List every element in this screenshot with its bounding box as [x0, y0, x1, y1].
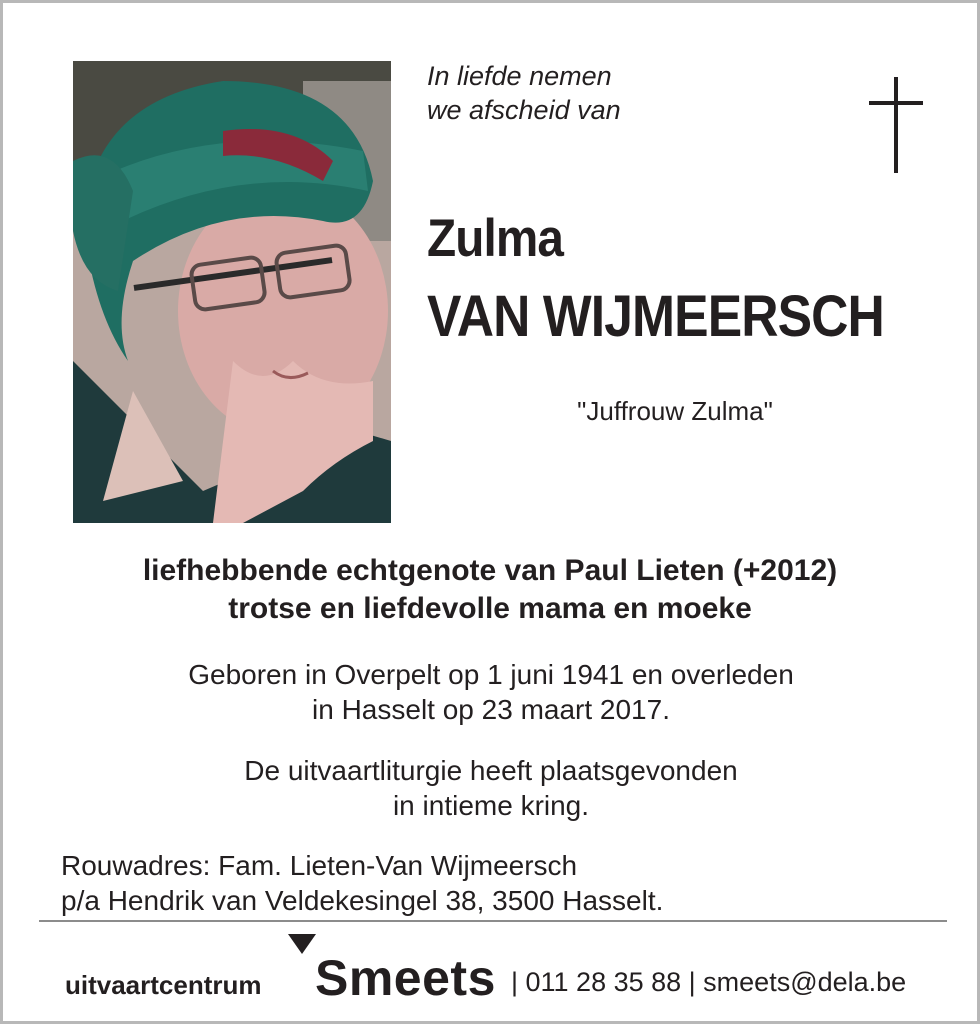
address-line-1: Rouwadres: Fam. Lieten-Van Wijmeersch [61, 850, 578, 881]
funeral-line-2: in intieme kring. [392, 790, 590, 821]
triangle-marker-icon [288, 934, 316, 954]
funeral-home-logo: Smeets [315, 950, 496, 1006]
footer-prefix: uitvaartcentrum [65, 970, 262, 1000]
address-line-2: p/a Hendrik van Veldekesingel 38, 3500 Hasselt. [61, 885, 664, 916]
cross-icon [869, 77, 923, 173]
relations-line-1: liefhebbende echtgenote van Paul Lieten (+2012) [142, 554, 838, 587]
birth-death-line-1: Geboren in Overpelt op 1 juni 1941 en overleden [188, 659, 794, 690]
funeral-text [3, 753, 979, 823]
intro-line-1: In liefde nemen [427, 61, 612, 91]
deceased-first-name: Zulma [427, 209, 563, 268]
mourning-address [61, 848, 663, 918]
intro-text [427, 59, 621, 127]
birth-death-text [3, 657, 979, 727]
portrait-illustration [73, 61, 391, 523]
birth-death-line-2: in Hasselt op 23 maart 2017. [312, 694, 670, 725]
footer-contact: | 011 28 35 88 | smeets@dela.be [511, 967, 907, 997]
portrait-photo [73, 61, 391, 523]
intro-line-2: we afscheid van [427, 95, 621, 125]
relations-text [3, 552, 977, 628]
footer-divider [39, 920, 947, 922]
funeral-line-1: De uitvaartliturgie heeft plaatsgevonden [244, 755, 738, 786]
deceased-last-name: VAN WIJMEERSCH [427, 284, 884, 349]
relations-line-2: trotse en liefdevolle mama en moeke [228, 592, 752, 625]
deceased-nickname: "Juffrouw Zulma" [577, 396, 773, 426]
